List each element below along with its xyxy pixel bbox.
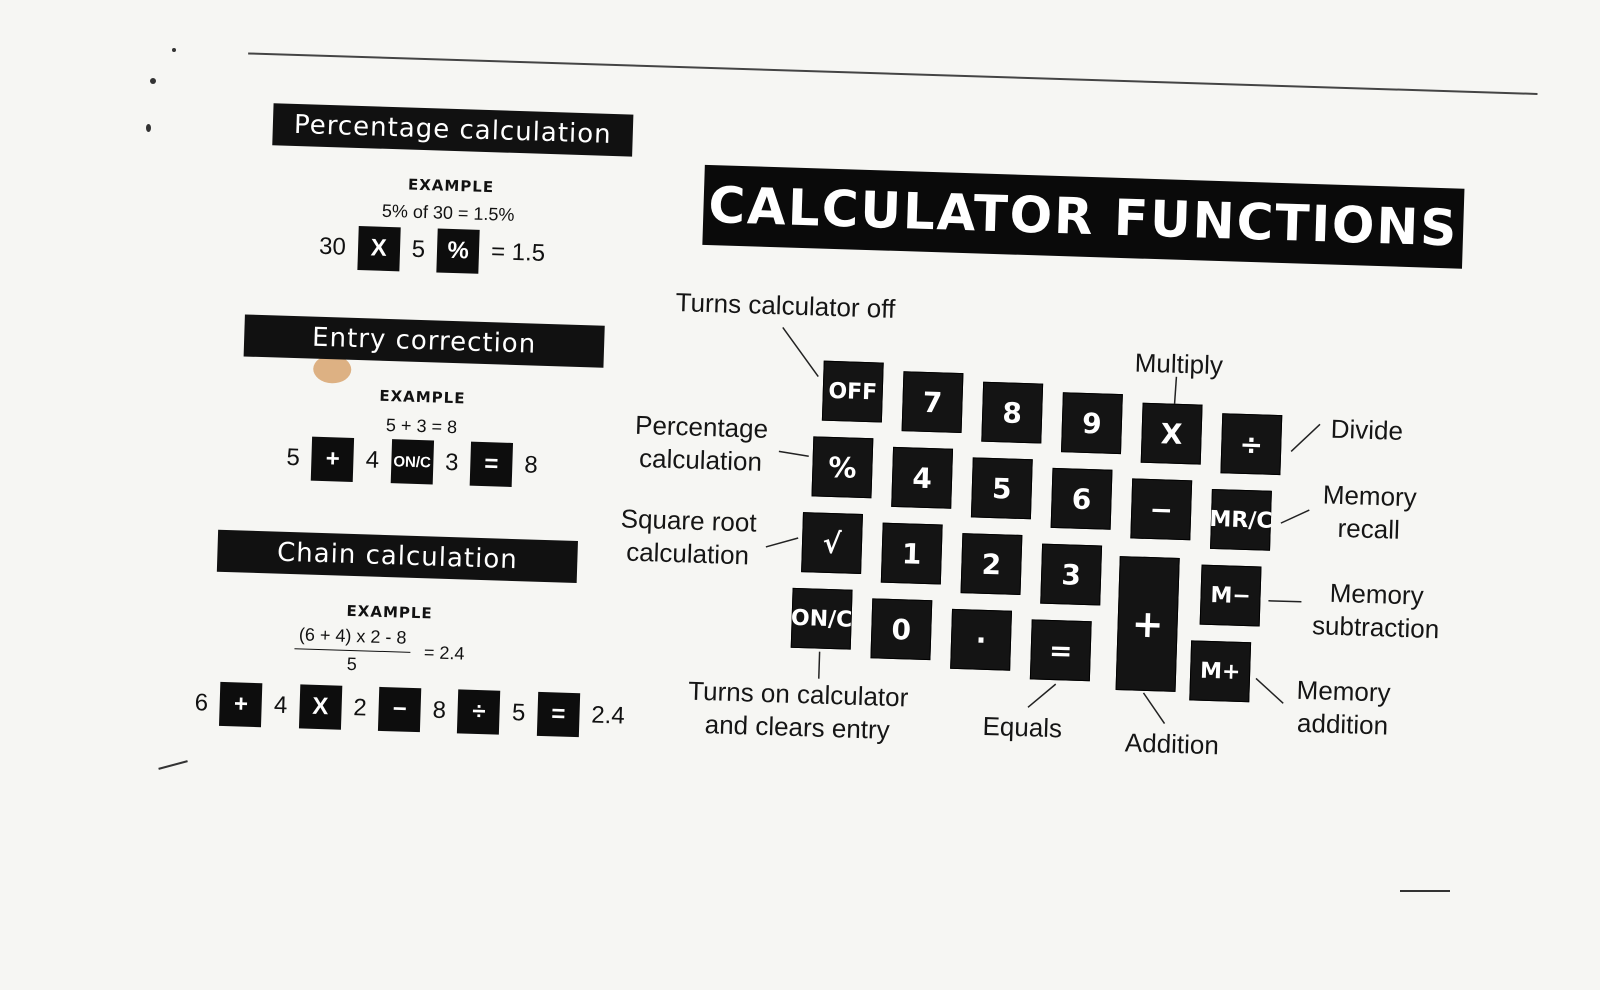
equals-key: =: [537, 692, 580, 737]
equals-key: =: [470, 442, 513, 487]
plus-key: +: [1116, 556, 1180, 692]
seq-number: 5: [286, 443, 301, 472]
key-7: 7: [902, 371, 964, 433]
callout-memory-addition: Memory addition: [1296, 674, 1392, 741]
seq-result: = 1.5: [490, 238, 546, 267]
memory-recall-key: MR/C: [1210, 489, 1272, 551]
percent-key: %: [436, 228, 479, 273]
square-root-key: √: [801, 512, 863, 574]
fraction-denominator: 5: [346, 653, 358, 675]
callout-divide: Divide: [1330, 413, 1404, 446]
minus-key: −: [1130, 478, 1192, 540]
callout-off: Turns calculator off: [675, 287, 896, 324]
seq-number: 8: [432, 696, 447, 724]
chain-example-label: EXAMPLE: [346, 601, 433, 623]
seq-number: 4: [365, 446, 380, 474]
fraction-equals: = 2.4: [423, 642, 465, 664]
callout-memory-subtraction: Memory subtraction: [1311, 577, 1440, 645]
key-6: 6: [1051, 468, 1113, 530]
key-1: 1: [881, 523, 943, 585]
seq-number: 30: [318, 232, 347, 261]
seq-result: 8: [523, 451, 539, 479]
page-title: CALCULATOR FUNCTIONS: [702, 165, 1464, 269]
entry-example-label: EXAMPLE: [379, 386, 466, 408]
memory-minus-key: M−: [1200, 565, 1262, 627]
decimal-key: ·: [950, 609, 1012, 671]
on-clear-key: ON/C: [390, 439, 433, 484]
callout-square-root: Square root calculation: [620, 503, 758, 571]
off-key: OFF: [822, 361, 884, 423]
key-9: 9: [1061, 392, 1123, 454]
equals-key: =: [1030, 619, 1092, 681]
multiply-key: X: [1141, 403, 1203, 465]
key-2: 2: [961, 533, 1023, 595]
fraction-numerator: (6 + 4) x 2 - 8: [294, 624, 410, 653]
multiply-key: X: [299, 684, 342, 729]
speck: [146, 124, 151, 132]
key-0: 0: [870, 598, 932, 660]
seq-result: 2.4: [590, 701, 626, 730]
speck: [172, 48, 176, 52]
key-8: 8: [981, 382, 1043, 444]
percentage-heading: Percentage calculation: [272, 103, 633, 156]
callout-memory-recall: Memory recall: [1322, 479, 1418, 545]
leader-equals: [1028, 683, 1056, 708]
plus-key: +: [219, 682, 262, 727]
key-4: 4: [891, 447, 953, 509]
on-clear-key: ON/C: [791, 588, 853, 650]
callout-addition: Addition: [1124, 727, 1220, 761]
multiply-key: X: [357, 226, 400, 271]
callout-equals: Equals: [982, 710, 1063, 744]
callout-percentage: Percentage calculation: [634, 409, 769, 477]
percentage-example: 5% of 30 = 1.5%: [381, 200, 515, 225]
leader-on-clear: [819, 652, 820, 679]
divide-key: ÷: [457, 689, 500, 734]
callout-on-clear: Turns on calculator and clears entry: [687, 675, 909, 745]
leader-addition: [1143, 693, 1166, 724]
key-3: 3: [1040, 544, 1102, 606]
leader-off: [781, 327, 819, 376]
minus-key: −: [378, 687, 421, 732]
seq-number: 5: [511, 699, 526, 727]
scan-mark: [1400, 890, 1450, 892]
plus-key: +: [311, 437, 354, 482]
chain-heading: Chain calculation: [217, 530, 578, 583]
seq-number: 6: [194, 689, 209, 717]
entry-heading: Entry correction: [244, 314, 605, 367]
seq-number: 4: [273, 691, 288, 720]
percentage-example-label: EXAMPLE: [407, 175, 495, 197]
callout-multiply: Multiply: [1134, 347, 1224, 381]
memory-plus-key: M+: [1189, 640, 1251, 702]
entry-example: 5 + 3 = 8: [385, 414, 458, 438]
divide-key: ÷: [1220, 413, 1282, 475]
key-5: 5: [971, 457, 1033, 519]
seq-number: 5: [411, 235, 426, 264]
seq-number: 2: [352, 694, 368, 722]
seq-number: 3: [444, 448, 459, 477]
speck: [150, 78, 156, 84]
percent-key: %: [811, 436, 873, 498]
